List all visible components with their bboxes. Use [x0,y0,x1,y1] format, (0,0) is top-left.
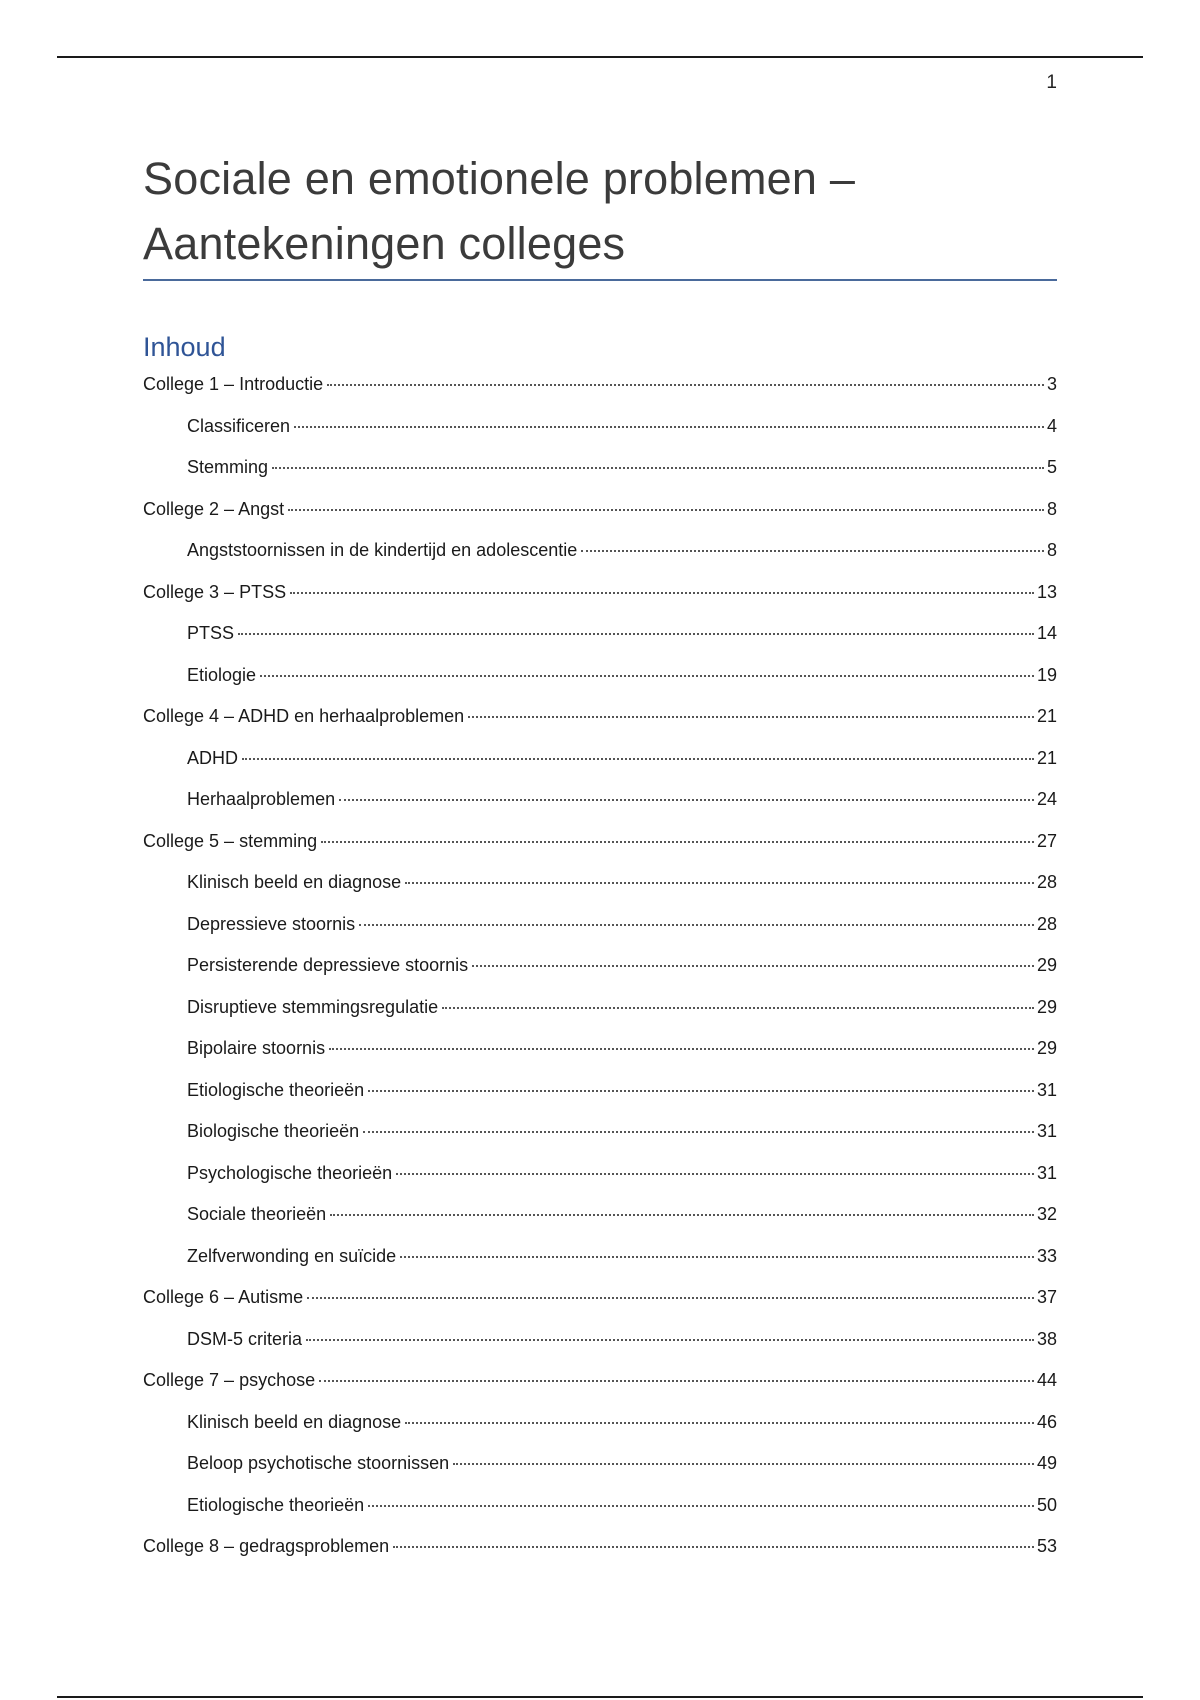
toc-entry[interactable] [143,1070,1057,1112]
toc-entry-label: Persisterende depressieve stoornis [187,955,469,975]
toc-heading: Inhoud [143,332,226,362]
toc-entry[interactable] [143,987,1057,1029]
page-header-rule [57,56,1143,58]
toc-dot-leader [363,1131,1034,1133]
toc-dot-leader [405,882,1034,884]
page-number: 1 [1046,72,1057,93]
toc-entry-label: Klinisch beeld en diagnose [187,1411,402,1432]
toc-dot-leader [393,1546,1034,1548]
toc-dot-leader [306,1339,1034,1341]
toc-dot-leader [307,1297,1034,1299]
toc-entry[interactable] [143,904,1057,946]
toc-entry-label: College 4 – ADHD en herhaalproblemen [143,706,465,726]
toc-entry-page: 27 [1036,830,1057,851]
toc-dot-leader [330,1214,1034,1216]
toc-dot-leader [368,1505,1034,1507]
toc-entry-label: College 3 – PTSS [143,581,287,602]
toc-entry[interactable] [143,572,1057,614]
toc-entry[interactable] [143,406,1057,448]
page-footer-rule [57,1696,1143,1698]
toc-entry-label: College 6 – Autisme [143,1287,304,1307]
toc-entry-label: Angststoornissen in de kindertijd en adolescentie [187,540,578,560]
toc-entry-label: Beloop psychotische stoornissen [187,1453,450,1473]
toc-entry[interactable] [143,1360,1057,1402]
toc-entry-page: 46 [1036,1411,1057,1432]
toc-dot-leader [468,716,1034,718]
toc-entry[interactable] [143,530,1057,572]
toc-dot-leader [238,633,1034,635]
toc-entry-page: 19 [1036,664,1057,685]
toc-entry-label: Klinisch beeld en diagnose [187,872,402,892]
toc-entry-label: Biologische theorieën [187,1121,360,1141]
toc-entry-label: College 8 – gedragsproblemen [143,1536,390,1556]
toc-entry[interactable] [143,1028,1057,1070]
toc-entry-page: 32 [1036,1204,1057,1224]
toc-entry-label: Zelfverwonding en suïcide [187,1245,397,1266]
toc-entry[interactable] [143,1526,1057,1568]
toc-entry[interactable] [143,613,1057,655]
toc-dot-leader [327,384,1044,386]
toc-entry-page: 8 [1046,540,1057,560]
toc-entry-page: 14 [1036,623,1057,643]
toc-entry-page: 33 [1036,1245,1057,1266]
toc-entry-label: Etiologie [187,664,257,685]
toc-entry-label: ADHD [187,747,239,768]
toc-dot-leader [442,1007,1034,1009]
toc-entry[interactable] [143,945,1057,987]
toc-entry-page: 50 [1036,1494,1057,1515]
toc-entry[interactable] [143,1485,1057,1527]
toc-entry-page: 49 [1036,1453,1057,1473]
toc-entry-page: 37 [1036,1287,1057,1307]
toc-entry-page: 24 [1036,789,1057,809]
toc-entry-page: 38 [1036,1328,1057,1349]
toc-entry-label: College 2 – Angst [143,498,285,519]
toc-dot-leader [329,1048,1034,1050]
toc-entry[interactable] [143,1319,1057,1361]
toc-entry[interactable] [143,862,1057,904]
toc-entry-page: 13 [1036,581,1057,602]
toc-entry-page: 21 [1036,706,1057,726]
toc-entry-label: Psychologische theorieën [187,1162,393,1183]
toc-entry[interactable] [143,1443,1057,1485]
toc-entry[interactable] [143,738,1057,780]
toc-entry-label: Sociale theorieën [187,1204,327,1224]
document-title [143,146,1057,276]
toc-dot-leader [288,509,1044,511]
toc-dot-leader [472,965,1034,967]
toc-entry[interactable] [143,1194,1057,1236]
toc-entry-label: College 1 – Introductie [143,374,324,394]
toc-entry[interactable] [143,1402,1057,1444]
document-title-line1: Sociale en emotionele problemen – [143,153,856,204]
toc-entry-page: 5 [1046,457,1057,477]
toc-entry-label: College 7 – psychose [143,1370,316,1390]
toc-dot-leader [260,675,1034,677]
toc-entry[interactable] [143,1111,1057,1153]
toc-dot-leader [368,1090,1034,1092]
toc-entry-label: Disruptieve stemmingsregulatie [187,996,439,1017]
toc-entry[interactable] [143,364,1057,406]
toc-dot-leader [294,426,1044,428]
toc-entry-label: Classificeren [187,415,291,436]
toc-entry-label: Depressieve stoornis [187,913,356,934]
table-of-contents [143,364,1057,1568]
toc-entry[interactable] [143,655,1057,697]
toc-entry-page: 4 [1046,415,1057,436]
toc-entry[interactable] [143,821,1057,863]
toc-entry[interactable] [143,696,1057,738]
toc-entry-page: 29 [1036,1038,1057,1058]
toc-entry-page: 31 [1036,1162,1057,1183]
toc-entry[interactable] [143,1236,1057,1278]
toc-entry-page: 28 [1036,872,1057,892]
toc-entry-page: 8 [1046,498,1057,519]
toc-dot-leader [359,924,1034,926]
toc-entry-page: 53 [1036,1536,1057,1556]
toc-entry-page: 21 [1036,747,1057,768]
toc-entry-label: College 5 – stemming [143,830,318,851]
toc-dot-leader [581,550,1044,552]
toc-entry-page: 29 [1036,996,1057,1017]
toc-dot-leader [319,1380,1034,1382]
toc-dot-leader [290,592,1034,594]
toc-entry[interactable] [143,779,1057,821]
toc-entry-page: 29 [1036,955,1057,975]
toc-entry-label: Etiologische theorieën [187,1079,365,1100]
toc-entry[interactable] [143,1153,1057,1195]
document-title-line2: Aantekeningen colleges [143,218,626,269]
toc-entry-page: 28 [1036,913,1057,934]
toc-dot-leader [321,841,1034,843]
toc-dot-leader [453,1463,1034,1465]
toc-entry-page: 31 [1036,1121,1057,1141]
toc-dot-leader [405,1422,1034,1424]
toc-entry-label: Bipolaire stoornis [187,1038,326,1058]
toc-entry[interactable] [143,447,1057,489]
toc-entry[interactable] [143,1277,1057,1319]
toc-entry[interactable] [143,489,1057,531]
toc-dot-leader [400,1256,1034,1258]
title-underline [143,279,1057,281]
toc-entry-label: Stemming [187,457,269,477]
toc-dot-leader [272,467,1044,469]
toc-entry-page: 3 [1046,374,1057,394]
toc-dot-leader [396,1173,1034,1175]
toc-entry-label: PTSS [187,623,235,643]
toc-entry-page: 31 [1036,1079,1057,1100]
toc-entry-label: Herhaalproblemen [187,789,336,809]
toc-dot-leader [339,799,1034,801]
toc-entry-label: Etiologische theorieën [187,1494,365,1515]
toc-entry-label: DSM-5 criteria [187,1328,303,1349]
toc-dot-leader [242,758,1034,760]
toc-entry-page: 44 [1036,1370,1057,1390]
